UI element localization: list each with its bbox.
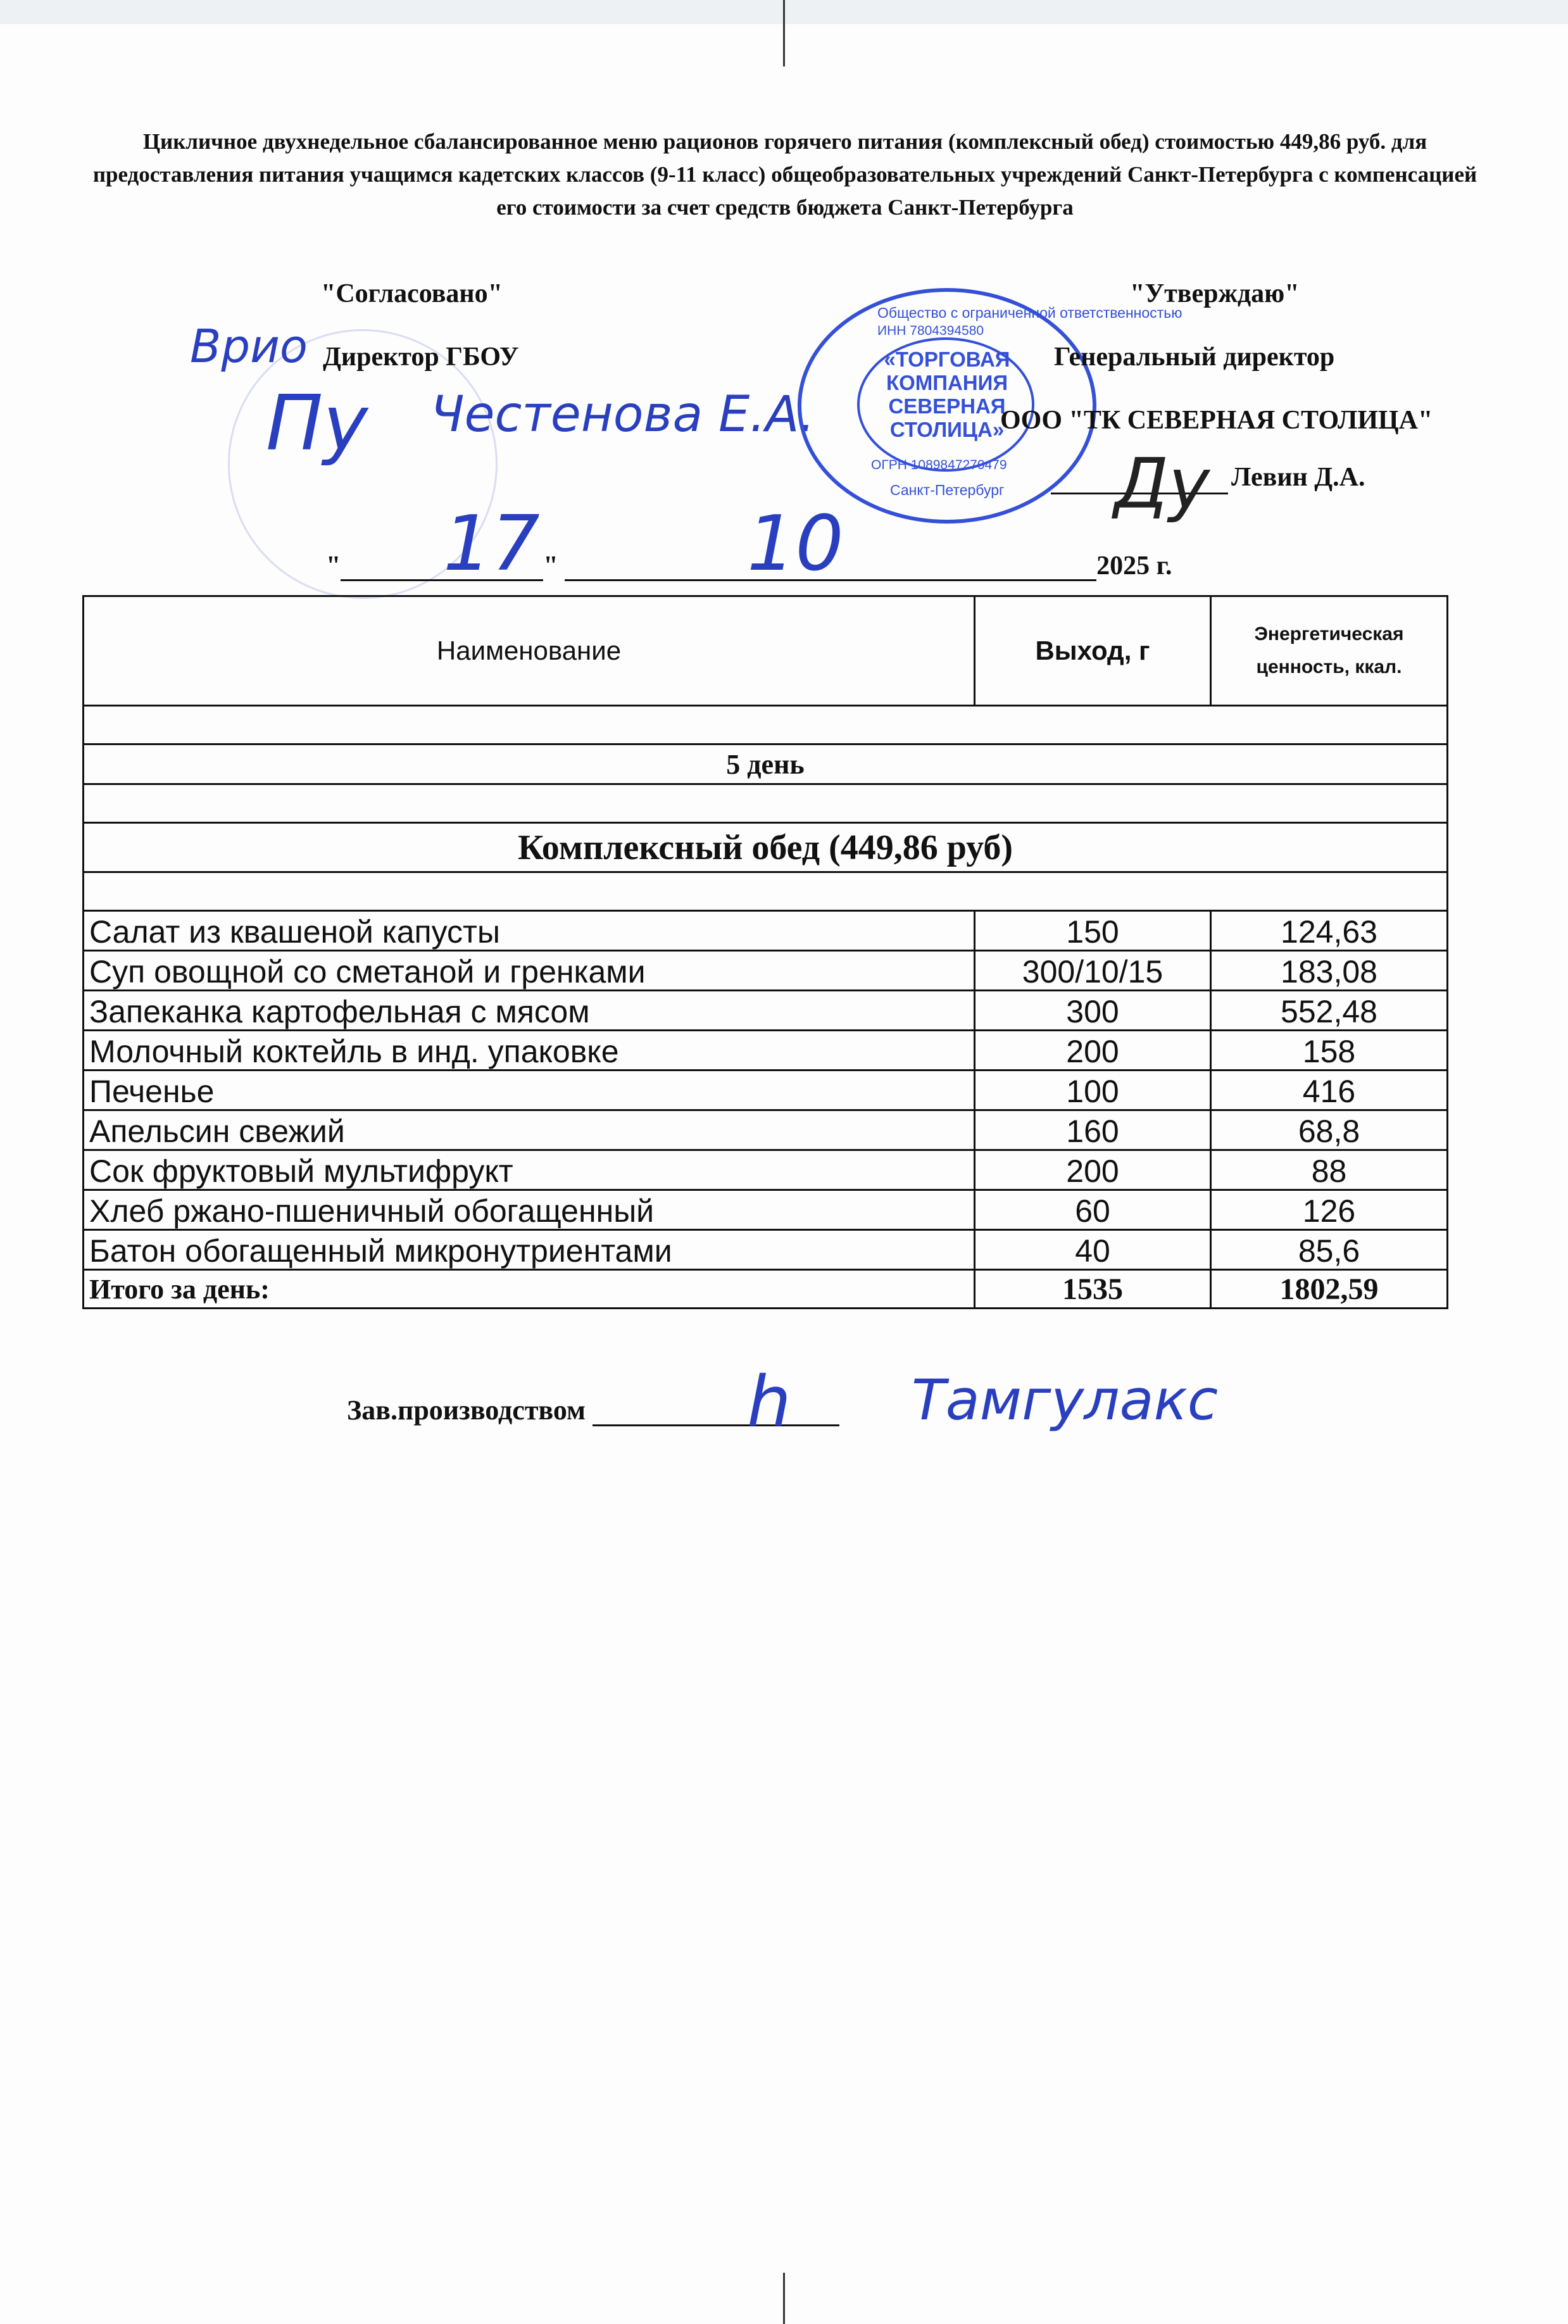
item-output: 160	[975, 1110, 1211, 1150]
table-row	[84, 1071, 1448, 1110]
table-row	[84, 1230, 1448, 1270]
approval-left-heading: "Согласовано"	[321, 279, 503, 308]
approval-right-name: Левин Д.А.	[1231, 463, 1365, 492]
right-signature: Ду	[1114, 443, 1210, 524]
item-energy: 552,48	[1211, 991, 1448, 1031]
item-name: Салат из квашеной капусты	[84, 911, 975, 951]
item-energy: 85,6	[1211, 1230, 1448, 1270]
seal-inn: ИНН 7804394580	[877, 323, 984, 338]
footer-signature: Тамгулакс	[912, 1367, 1219, 1433]
day-label: 5 день	[84, 744, 1448, 784]
item-name: Апельсин свежий	[84, 1110, 975, 1150]
blank-row	[84, 706, 1448, 744]
item-output: 40	[975, 1230, 1211, 1270]
item-energy: 158	[1211, 1031, 1448, 1071]
item-energy: 416	[1211, 1071, 1448, 1110]
item-output: 150	[975, 911, 1211, 951]
fold-mark-top	[783, 0, 785, 66]
document-title: Цикличное двухнедельное сбалансированное меню рационов горячего питания (комплексный обед) стоимостью 449,86 руб. для предоставления питания учащимся кадетских классов (9-11 класс) общеобразовательных учреждений Санкт-Петербурга с компенсацией его стоимости за счет средств бюджета Санкт-Петербурга	[92, 129, 1477, 220]
approval-right-heading: "Утверждаю"	[1130, 279, 1300, 308]
footer-signature-mark: h	[747, 1361, 791, 1442]
fold-mark-bottom	[783, 2273, 785, 2324]
item-output: 200	[975, 1150, 1211, 1190]
table-row	[84, 1150, 1448, 1190]
item-name: Суп овощной со сметаной и гренками	[84, 951, 975, 991]
header-name: Наименование	[84, 596, 975, 706]
item-output: 300/10/15	[975, 951, 1211, 991]
seal-ring-text: Общество с ограниченной ответственностью	[877, 305, 1182, 321]
item-output: 200	[975, 1031, 1211, 1071]
section-label: Комплексный обед (449,86 руб)	[84, 823, 1448, 872]
item-energy: 68,8	[1211, 1110, 1448, 1150]
item-energy: 88	[1211, 1150, 1448, 1190]
seal-ogrn: ОГРН 1089847270479	[871, 458, 1007, 472]
item-name: Печенье	[84, 1071, 975, 1110]
item-name: Сок фруктовый мультифрукт	[84, 1150, 975, 1190]
left-signature: Пу	[266, 380, 368, 468]
seal-company-name: «ТОРГОВАЯ КОМПАНИЯ СЕВЕРНАЯ СТОЛИЦА»	[884, 348, 1010, 441]
seal-city: Санкт-Петербург	[890, 482, 1005, 498]
item-name: Батон обогащенный микронутриентами	[84, 1230, 975, 1270]
footer-signature-line	[593, 1400, 839, 1426]
item-output: 300	[975, 991, 1211, 1031]
item-energy: 183,08	[1211, 951, 1448, 991]
total-energy: 1802,59	[1211, 1270, 1448, 1309]
handwritten-day: 17	[443, 500, 540, 588]
blank-row	[84, 872, 1448, 911]
handwritten-vrio: Врио	[190, 320, 308, 373]
item-name: Хлеб ржано-пшеничный обогащенный	[84, 1190, 975, 1230]
total-output: 1535	[975, 1270, 1211, 1309]
table-row	[84, 911, 1448, 951]
approval-left-role: Директор ГБОУ	[323, 342, 519, 372]
item-output: 100	[975, 1071, 1211, 1110]
approval-date: " " 2025 г.	[326, 551, 1172, 581]
item-name: Запеканка картофельная с мясом	[84, 991, 975, 1031]
item-output: 60	[975, 1190, 1211, 1230]
item-name: Молочный коктейль в инд. упаковке	[84, 1031, 975, 1071]
table-row	[84, 1110, 1448, 1150]
footer-label: Зав.производством	[347, 1395, 586, 1426]
handwritten-month: 10	[747, 500, 844, 588]
table-row	[84, 951, 1448, 991]
menu-table	[82, 595, 1448, 1309]
blank-row	[84, 784, 1448, 823]
item-energy: 126	[1211, 1190, 1448, 1230]
header-output: Выход, г	[975, 596, 1211, 706]
approval-right-role: Генеральный директор	[1054, 342, 1335, 372]
table-row	[84, 1190, 1448, 1230]
table-row	[84, 1031, 1448, 1071]
total-label: Итого за день:	[84, 1270, 975, 1309]
total-row	[84, 1270, 1448, 1309]
item-energy: 124,63	[1211, 911, 1448, 951]
table-row	[84, 991, 1448, 1031]
approval-right-company: ООО "ТК СЕВЕРНАЯ СТОЛИЦА"	[1000, 406, 1433, 435]
header-energy: Энергетическая ценность, ккал.	[1211, 596, 1448, 706]
handwritten-director-name: Честенова Е.А.	[430, 386, 815, 443]
